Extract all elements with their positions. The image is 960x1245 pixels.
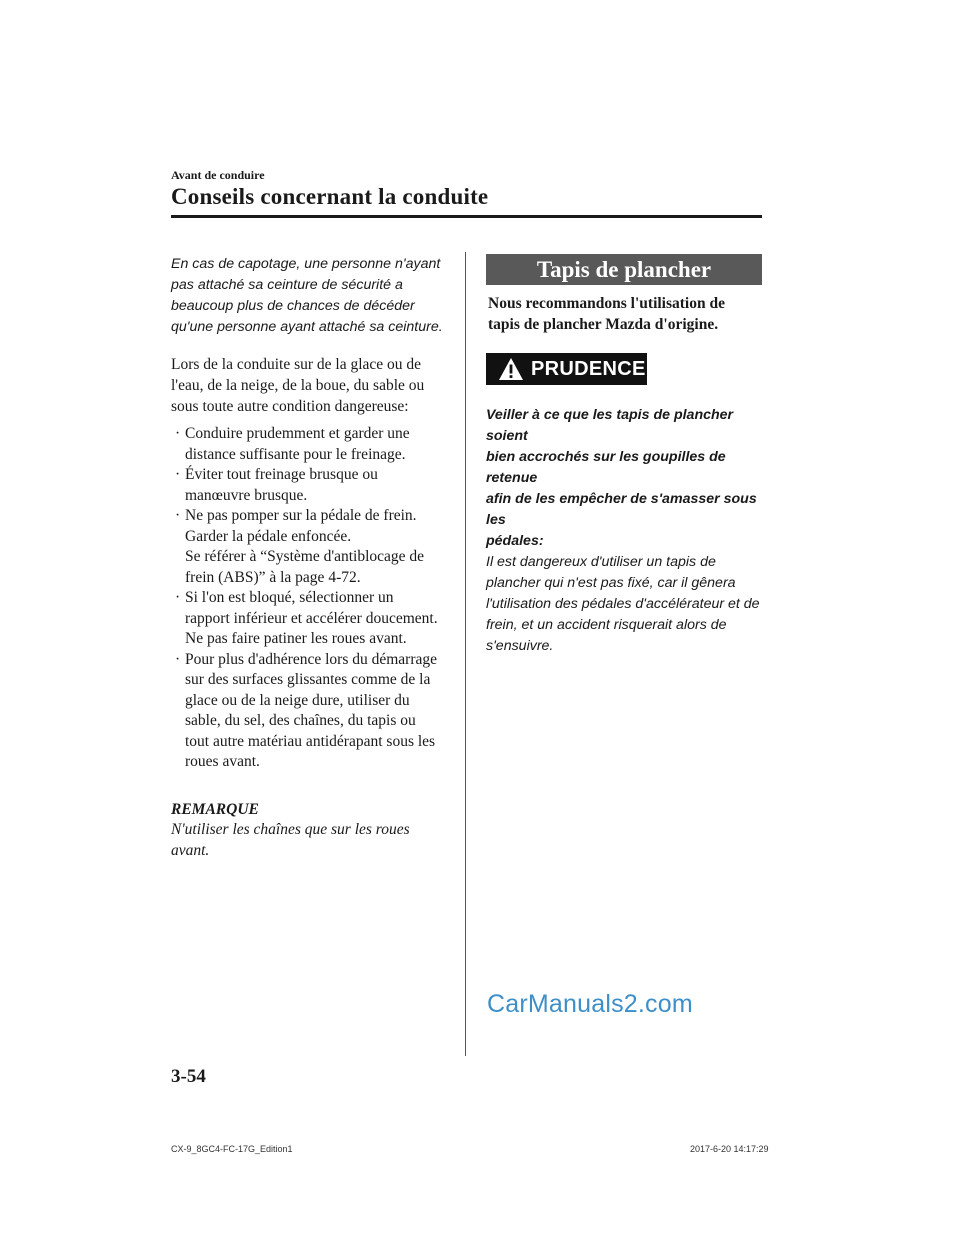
caution-text: Il est dangereux d'utiliser un tapis de plancher qui n'est pas fixé, car il gênera l'utilisation des pédales d'accélérateur et de frein, et un accident risquerait alors de s'ensuivre. xyxy=(486,554,760,654)
caution-badge xyxy=(486,353,647,385)
floor-mat-intro: Nous recommandons l'utilisation de tapis de plancher Mazda d'origine. xyxy=(488,295,725,333)
list-item: · Conduire prudemment et garder une distance suffisante pour le freinage. xyxy=(175,425,410,463)
note-title: REMARQUE xyxy=(171,800,259,818)
rollover-warning-text: En cas de capotage, une personne n'ayant pas attaché sa ceinture de sécurité a beaucoup plus de chances de décéder qu'une personne ayant attaché sa ceinture. xyxy=(171,256,443,335)
column-divider xyxy=(465,252,466,1056)
bullet-icon: · xyxy=(175,425,181,442)
caution-body xyxy=(486,405,762,657)
list-item: · Ne pas pomper sur la pédale de frein. Garder la pédale enfoncée. Se référer à “Système d'antiblocage de frein (ABS)” à la page 4-72. xyxy=(175,507,425,586)
list-item: · Pour plus d'adhérence lors du démarrage sur des surfaces glissantes comme de la glace ou de la neige dure, utiliser du sable, du sel, des chaînes, du tapis ou tout autre matériau antidérapant sous les roues avant. xyxy=(175,650,437,770)
caution-label: PRUDENCE xyxy=(531,357,646,380)
bullet-icon: · xyxy=(175,589,181,606)
bullet-icon: · xyxy=(175,466,181,483)
left-column xyxy=(171,254,451,861)
header-rule xyxy=(171,215,762,218)
chapter-title: Conseils concernant la conduite xyxy=(171,184,489,209)
bullet-icon: · xyxy=(175,507,181,524)
caution-bold-text: Veiller à ce que les tapis de plancher soient bien accrochés sur les goupilles de retenue afin de les empêcher de s'amasser sous les pédales: xyxy=(486,407,757,549)
watermark: CarManuals2.com xyxy=(487,990,693,1018)
warning-triangle-icon xyxy=(498,357,524,381)
list-item: · Éviter tout freinage brusque ou manœuvre brusque. xyxy=(175,466,378,504)
driving-tips-list xyxy=(171,424,451,773)
slippery-conditions-intro: Lors de la conduite sur de la glace ou de l'eau, de la neige, de la boue, du sable ou sous toute autre condition dangereuse: xyxy=(171,356,425,415)
section-banner: Tapis de plancher xyxy=(486,254,762,285)
bullet-icon: · xyxy=(175,650,181,668)
page-number: 3-54 xyxy=(171,1066,206,1087)
footer-timestamp: 2017-6-20 14:17:29 xyxy=(690,1144,769,1154)
section-label: Avant de conduire xyxy=(171,168,265,182)
right-column xyxy=(486,254,762,657)
list-item: · Si l'on est bloqué, sélectionner un rapport inférieur et accélérer doucement. Ne pas faire patiner les roues avant. xyxy=(175,589,438,647)
note-text: N'utiliser les chaînes que sur les roues avant. xyxy=(171,820,410,859)
footer-doc-id: CX-9_8GC4-FC-17G_Edition1 xyxy=(171,1144,293,1154)
